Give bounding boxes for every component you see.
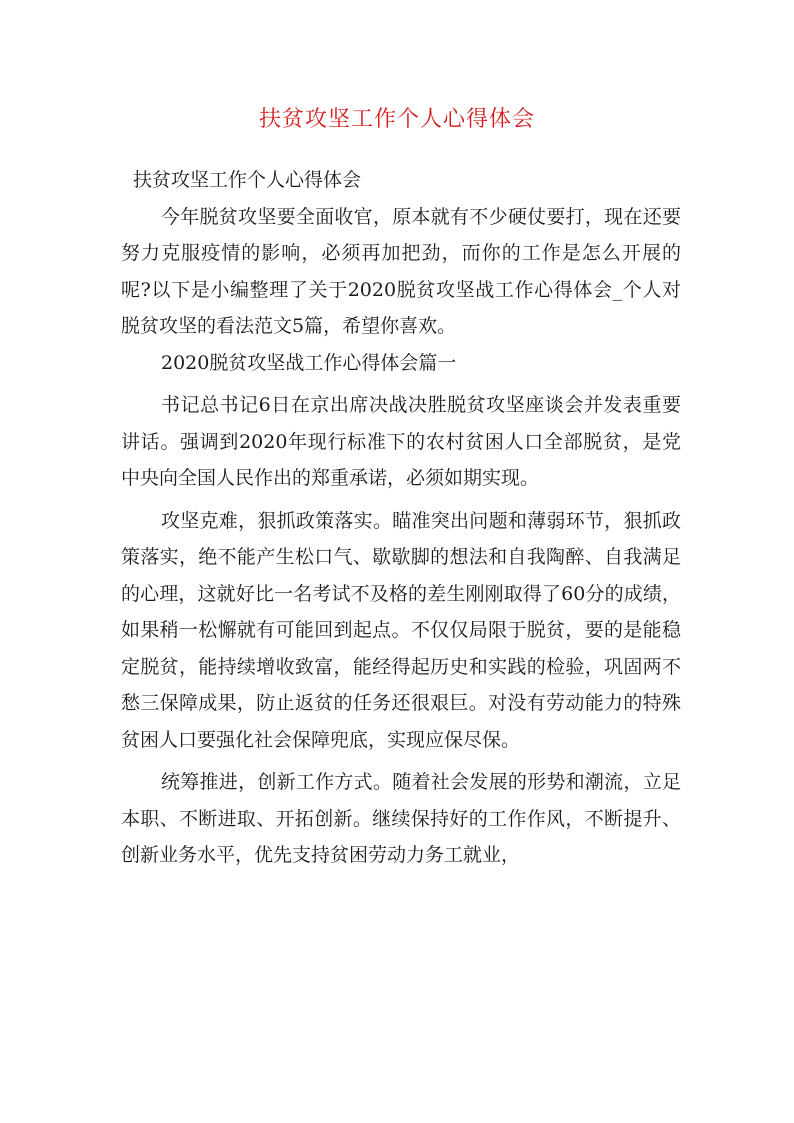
- subtitle-paragraph: 扶贫攻坚工作个人心得体会: [133, 169, 362, 191]
- document-title: 扶贫攻坚工作个人心得体会: [258, 107, 535, 132]
- body-paragraph: 攻坚克难，狠抓政策落实。瞄准突出问题和薄弱环节，狠抓政策落实，绝不能产生松口气、歇歇脚的想法和自我陶醉、自我满足的心理，这就好比一名考试不及格的差生刚刚取得了60分的成绩，如果稍一松懈就有可能回到起点。不仅仅局限于脱贫，要的是能稳定脱贫，能持续增收致富，能经得起历史和实践的检验，巩固两不愁三保障成果，防止返贫的任务还很艰巨。对没有劳动能力的特殊贫困人口要强化社会保障兜底，实现应保尽保。: [121, 509, 681, 751]
- section-heading: 2020脱贫攻坚战工作心得体会篇一: [161, 351, 457, 374]
- document-body: [121, 162, 681, 874]
- intro-paragraph: 今年脱贫攻坚要全面收官，原本就有不少硬仗要打，现在还要努力克服疫情的影响，必须再加把劲，而你的工作是怎么开展的呢?以下是小编整理了关于2020脱贫攻坚战工作心得体会_个人对脱贫攻坚的看法范文5篇，希望你喜欢。: [121, 205, 681, 337]
- body-paragraph: 书记总书记6日在京出席决战决胜脱贫攻坚座谈会并发表重要讲话。强调到2020年现行标准下的农村贫困人口全部脱贫，是党中央向全国人民作出的郑重承诺，必须如期实现。: [121, 394, 681, 489]
- body-paragraph: 统筹推进，创新工作方式。随着社会发展的形势和潮流，立足本职、不断进取、开拓创新。继续保持好的工作作风，不断提升、创新业务水平，优先支持贫困劳动力务工就业，: [121, 771, 681, 866]
